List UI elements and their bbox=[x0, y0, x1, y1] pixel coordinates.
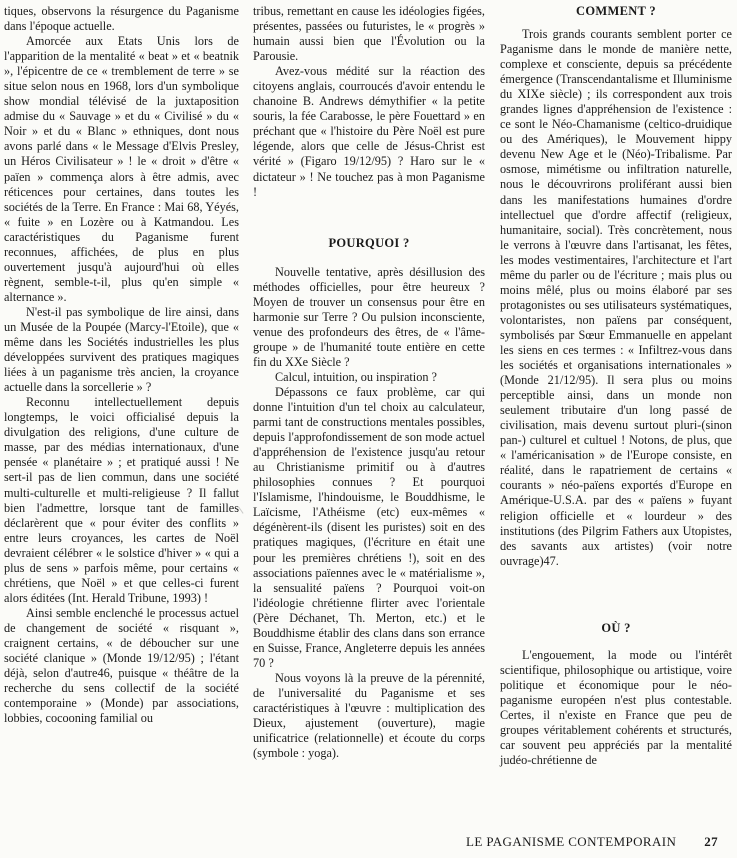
section-heading-ou: OÙ ? bbox=[601, 620, 631, 635]
column-3 bbox=[500, 4, 732, 768]
page-number: 27 bbox=[704, 834, 718, 849]
paragraph: Reconnu intellectuellement depuis longtemps, le voici officialisé depuis la divulgation des religions, d'une culture de masse, par des médias internationaux, d'une pensée « planétaire » ; et pratiqué aussi ! Ne sert-il pas de lien commun, dans une société multi-culturelle et multi-religieuse ? Il fallut bien l'admettre, lorsque tant de familles déclarèrent que « pour éviter des conflits » entre leurs croyances, les cartes de Noël devraient célébrer « le solstice d'hiver » « qui a plus de sens » parfois même, pour certains « chrétiens, que Noël » et que celles-ci furent alors éditées (Int. Herald Tribune, 1993) ! bbox=[4, 395, 239, 605]
paragraph: N'est-il pas symbolique de lire ainsi, dans un Musée de la Poupée (Marcy-l'Etoile), que « même dans les Sociétés industrielles les plus développées survivent des pratiques magiques liées à un paganisme très ancien, la croyance actuelle dans la sorcellerie » ? bbox=[4, 304, 239, 395]
column-2 bbox=[253, 4, 485, 761]
paragraph: Calcul, intuition, ou inspiration ? bbox=[275, 369, 437, 384]
column-1 bbox=[4, 4, 239, 726]
section-heading-comment: COMMENT ? bbox=[576, 4, 656, 18]
running-title: LE PAGANISME CONTEMPORAIN bbox=[466, 834, 677, 849]
paragraph: Trois grands courants semblent porter ce Paganisme dans le monde de manière nette, complexe et consciente, depuis sa précédente émergence (Transcendantalisme et Illuminisme du XIXe siècle) ; ils correspondent aux trois grandes lignes d'appréhension de l'existence : ce sont le Néo-Chamanisme (celtico-druidique ou des Amériques), le Mouvement hippy devenu New Age et le (Néo)-Tribalisme. Par osmose, mimétisme ou infiltration naturelle, nous le découvrirons proliférant aussi bien dans les manifestations humaines d'ordre intellectuel que d'ordre affectif (religieux, humanitaire, social). Très concrètement, nous le verrons à l'œuvre dans l'artisanat, les fêtes, les modes vestimentaires, l'architecture et l'art même du parler ou de l'écriture ; mais plus ou moins mêlé, plus ou moins élaboré par ses protagonistes ou ses utilisateurs systématiques, volontaristes, non païens par conséquent, symbolisés par Sœur Emmanuelle en appelant les siens en ces termes : « Infiltrez-vous dans les sociétés et organisations internationales » (Monde 21/12/95). Il sera plus ou moins perceptible ainsi, dans un monde non seulement tributaire d'un long passé de civilisation, mais devenu surtout pluri-(sinon pan-) culturel et cultuel ! Notons, de plus, que « l'américanisation » de l'Europe consiste, en réalité, dans le rapatriement de certains « courants » néo-païens exportés d'Europe en Amérique-U.S.A. par des « païens » fuyant religion officielle et « lourdeur » des institutions (des Pilgrim Fathers aux Utopistes, des savants aux artistes) (voir notre ouvrage)47. bbox=[500, 27, 732, 568]
paragraph: L'engouement, la mode ou l'intérêt scientifique, philosophique ou artistique, voire politique et économique pour le néo-paganisme européen n'est plus contestable. Certes, il n'existe en France que peu de groupes véritablement cohérents et structurés, car souvent peu appréciés par la mentalité judéo-chrétienne de bbox=[500, 647, 732, 768]
paragraph: Nouvelle tentative, après désillusion des méthodes officielles, pour être heureux ? Moyen de trouver un consensus pour être en harmonie sur Terre ? Ou pulsion inconsciente, venue des profondeurs des êtres, de « l'âme-groupe » de l'humanité toute entière en cette fin du XXe Siècle ? bbox=[253, 264, 485, 369]
paragraph: Ainsi semble enclenché le processus actuel de changement de société « risquant », craignent certains, « de déboucher sur une société clanique » (Monde 19/12/95) ; l'étant déjà, selon d'autre46, puisque « théâtre de la recherche du sens collectif de la société contemporaine » (Monde) par associations, lobbies, cocooning familial ou bbox=[4, 605, 239, 726]
page-footer bbox=[466, 834, 732, 850]
section-heading-pourquoi: POURQUOI ? bbox=[328, 235, 410, 250]
paragraph: Amorcée aux Etats Unis lors de l'apparition de la mentalité « beat » et « beatnik », l'épicentre de ce « tremblement de terre » se situe selon nous en 1968, lors d'un symbolique show mondial télévisé de la juxtaposition admise du « Sauvage » et du « Civilisé » du « Noir » et du « Blanc » ethniques, dont nous avons parlé dans « le Message d'Elvis Presley, un Héros Civilisateur » ! le « droit » d'être « païen » commença alors à être admis, avec réticences pour certaines, dans toutes les sociétés de la Terre. En France : Mai 68, Yéyés, « fuite » en Lozère ou à Katmandou. Les caractéristiques du Paganisme furent reconnues, affichées, de plus en plus ouvertement jusqu'à aujourd'hui où elles règnent, semble-t-il, plus qu'en simple « alternance ». bbox=[4, 34, 239, 304]
pencil-mark bbox=[238, 504, 247, 513]
paragraph: Dépassons ce faux problème, car qui donne l'intuition d'un tel choix au calculateur, parmi tant de constructions mentales possibles, depuis l'approfondissement de son mode actuel d'appréhension de l'existence jusqu'au retour au Christianisme primitif ou à d'autres philosophies connues ? Et pourquoi l'Islamisme, l'hindouisme, le Bouddhisme, le Laïcisme, l'Athéisme (etc) eux-mêmes « dégénèrent-ils (disent les puristes) soit en des pratiques magiques, (l'écriture en était une pour les premières chrétiens !), soit en des associations païennes avec le « matérialisme », la sensualité païens ? Pourquoi voit-on l'idéologie chrétienne flirter avec l'orientale (Père Déchanet, Th. Merton, etc.) et le Bouddhisme établir des clans dans son errance en Suisse, France, Angleterre depuis les années 70 ? bbox=[253, 384, 485, 670]
paragraph: Avez-vous médité sur la réaction des citoyens anglais, courroucés d'avoir entendu le chanoine B. Andrews démythifier « la petite souris, la fée Carabosse, le père Fouettard » en préchant que « l'histoire du Père Noël est pure légende, alors que celle de Jésus-Christ est vérité » (Figaro 19/12/95) ? Haro sur le « dictateur » ! Ne touchez pas à mon Paganisme ! bbox=[253, 64, 485, 199]
paragraph: tribus, remettant en cause les idéologies figées, présentes, passées ou futuristes, le « progrès » humain aussi bien que l'Évolution ou la Parousie. bbox=[253, 4, 485, 64]
paragraph: Nous voyons là la preuve de la pérennité, de l'universalité du Paganisme et ses caractéristiques à l'œuvre : multiplication des Dieux, ajustement (ouverture), magie unificatrice (relationnelle) et écoute du corps (symbole : yoga). bbox=[253, 670, 485, 761]
paragraph: tiques, observons la résurgence du Paganisme dans l'époque actuelle. bbox=[4, 4, 239, 34]
